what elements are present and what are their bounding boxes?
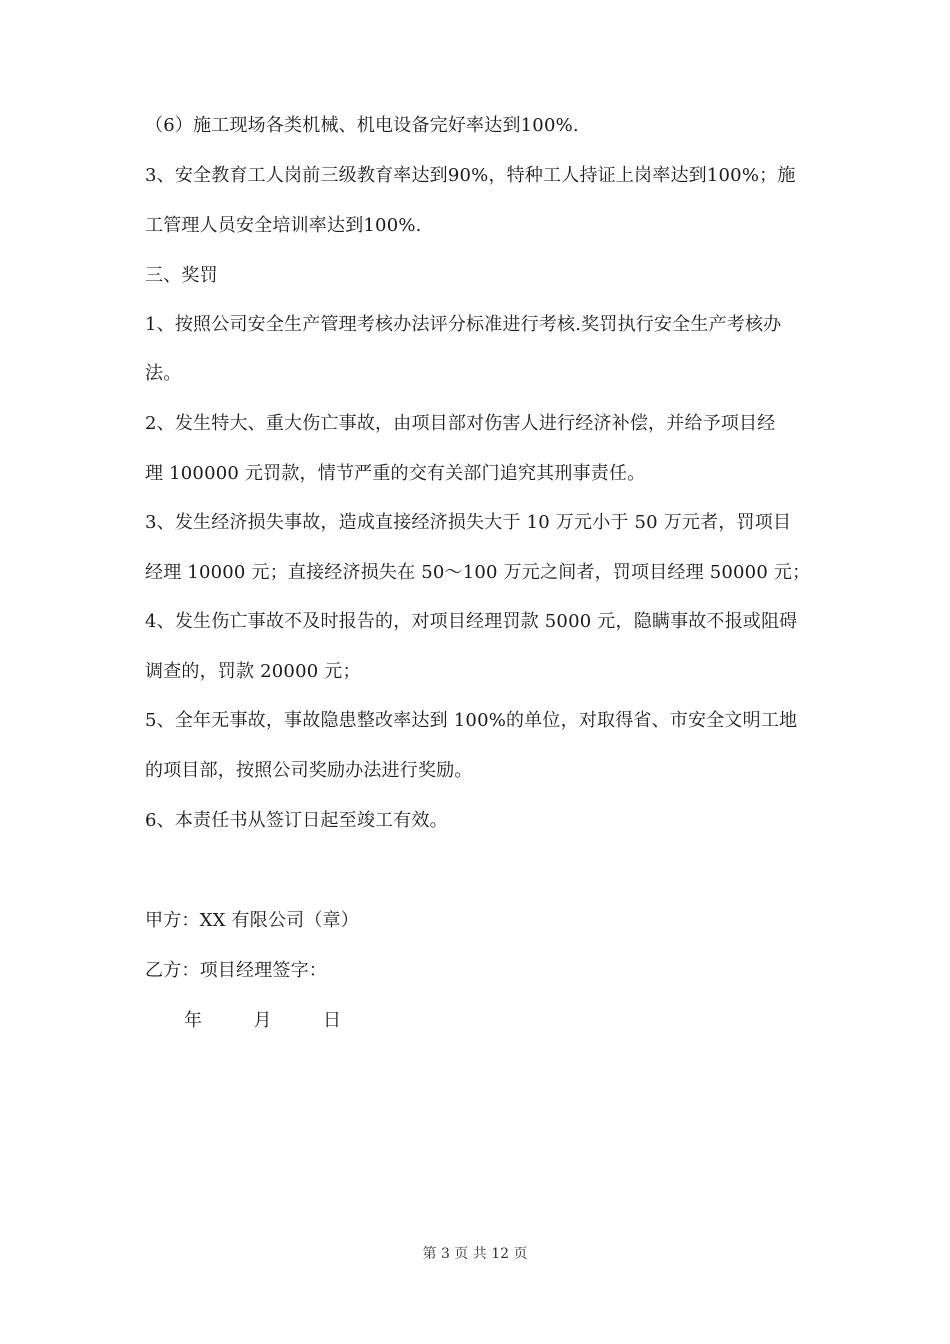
paragraph-line: 法。 bbox=[145, 363, 182, 384]
party-b-line: 乙方：项目经理签字： bbox=[145, 960, 327, 981]
date-year-label: 年 bbox=[184, 1010, 202, 1031]
paragraph-line: 1、按照公司安全生产管理考核办法评分标准进行考核.奖罚执行安全生产考核办 bbox=[145, 314, 782, 335]
paragraph-line: 5、全年无事故，事故隐患整改率达到 100%的单位，对取得省、市安全文明工地 bbox=[145, 710, 798, 731]
paragraph-line: 经理 10000 元；直接经济损失在 50～100 万元之间者，罚项目经理 50000 元； bbox=[145, 562, 811, 583]
signature-date bbox=[184, 1009, 341, 1033]
paragraph-line: 3、安全教育工人岗前三级教育率达到90%，特种工人持证上岗率达到100%；施 bbox=[145, 165, 796, 186]
paragraph-line: 的项目部，按照公司奖励办法进行奖励。 bbox=[145, 760, 473, 781]
paragraph-line: 理 100000 元罚款，情节严重的交有关部门追究其刑事责任。 bbox=[145, 463, 646, 484]
paragraph-line: 4、发生伤亡事故不及时报告的，对项目经理罚款 5000 元，隐瞒事故不报或阻碍 bbox=[145, 611, 798, 632]
paragraph-line: 调查的，罚款 20000 元； bbox=[145, 661, 361, 682]
page-number-footer: 第 3 页 共 12 页 bbox=[422, 1246, 528, 1262]
paragraph-line: 工管理人员安全培训率达到100%. bbox=[145, 215, 422, 236]
date-day-label: 日 bbox=[322, 1010, 341, 1031]
party-a-line: 甲方：XX 有限公司（章） bbox=[145, 910, 359, 931]
paragraph-line: （6）施工现场各类机械、机电设备完好率达到100%. bbox=[145, 115, 579, 136]
paragraph-line: 3、发生经济损失事故，造成直接经济损失大于 10 万元小于 50 万元者，罚项目 bbox=[145, 512, 792, 533]
section-heading: 三、奖罚 bbox=[145, 265, 218, 286]
paragraph-line: 6、本责任书从签订日起至竣工有效。 bbox=[145, 810, 448, 831]
date-month-label: 月 bbox=[253, 1010, 272, 1031]
paragraph-line: 2、发生特大、重大伤亡事故，由项目部对伤害人进行经济补偿，并给予项目经 bbox=[145, 413, 776, 434]
